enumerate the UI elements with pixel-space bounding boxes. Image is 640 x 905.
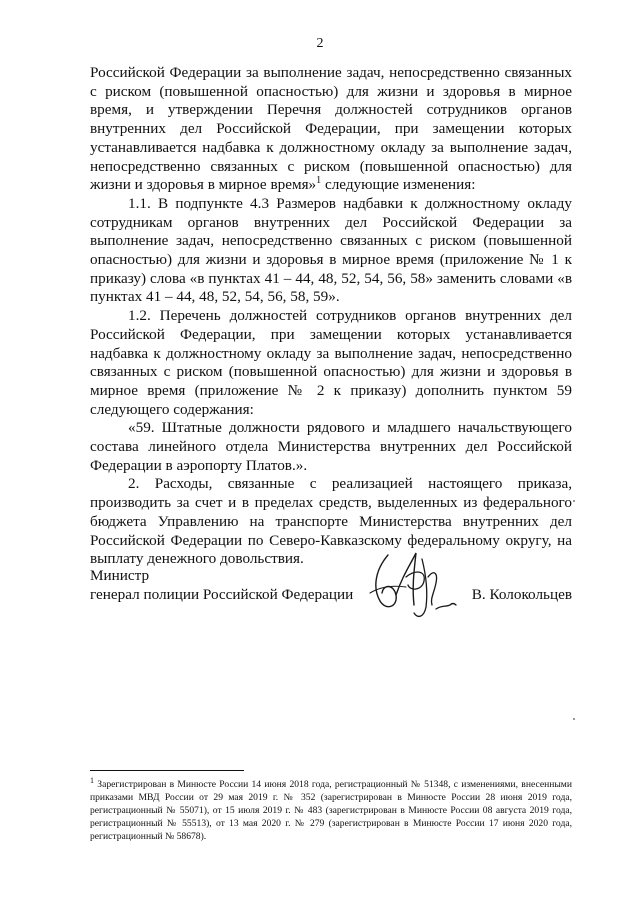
scan-speck: [573, 718, 575, 720]
signature-block: [90, 567, 572, 627]
signatory-name: В. Колокольцев: [471, 585, 572, 603]
footnote-mark: 1: [90, 775, 94, 785]
footnote-text: Зарегистрирован в Минюсте России 14 июня 2018 года, регистрационный № 51348, с изменениями, внесенными приказами МВД России от 29 мая 2019 г. № 352 (зарегистрирован в Минюсте России 28 июня 2019 года, регистрационный № 55071), от 15 июля 2019 г. № 483 (зарегистрирован в Минюсте России 08 августа 2019 года, регистрационный № 55513), от 13 мая 2020 г. № 279 (зарегистрирован в Минюсте России 17 июня 2020 года, регистрационный № 58678).: [90, 779, 572, 842]
handwritten-signature: [366, 547, 476, 625]
intro-text: Российской Федерации за выполнение задач, непосредственно связанных с риском (повышенной опасностью) для жизни и здоровья в мирное время, и утверждении Перечня должностей сотрудников органов внутренних дел Российской Федерации, при замещении которых устанавливается надбавка к должностному окладу за выполнение задач, непосредственно связанных с риском (повышенной опасностью) для жизни и здоровья в мирное время»: [90, 64, 572, 194]
intro-tail: следующие изменения:: [321, 176, 476, 194]
document-body: [90, 64, 572, 569]
paragraph-item-59: «59. Штатные должности рядового и младшего начальствующего состава линейного отдела Министерства внутренних дел Российской Федерации в аэропорту Платов.».: [90, 419, 572, 474]
footnote-reference: 1: [316, 175, 322, 187]
signatory-title-line-1: Министр: [90, 567, 150, 584]
paragraph-1-1: 1.1. В подпункте 4.3 Размеров надбавки к должностному окладу сотрудникам органов внутренних дел Российской Федерации за выполнение задач, непосредственно связанных с риском (повышенной опасностью) для жизни и здоровья в мирное время (приложение № 1 к приказу) слова «в пунктах 41 – 44, 48, 52, 54, 56, 58» заменить словами «в пунктах 41 – 44, 48, 52, 54, 56, 58, 59».: [90, 194, 572, 306]
scan-speck: [573, 500, 575, 502]
footnote-separator: [90, 770, 244, 771]
signatory-title-line-2: генерал полиции Российской Федерации: [90, 585, 354, 603]
page-number: 2: [316, 36, 324, 51]
footnote: [90, 775, 572, 843]
signatory-title: [90, 567, 353, 604]
paragraph-1-2: 1.2. Перечень должностей сотрудников органов внутренних дел Российской Федерации, при замещении которых устанавливается надбавка к должностному окладу за выполнение задач, непосредственно связанных с риском (повышенной опасностью) для жизни и здоровья в мирное время (приложение № 2 к приказу) дополнить пунктом 59 следующего содержания:: [90, 307, 572, 418]
paragraph-2: 2. Расходы, связанные с реализацией настоящего приказа, производить за счет и в пределах средств, выделенных из федерального бюджета Управлению на транспорте Министерства внутренних дел Российской Федерации по Северо-Кавказскому федеральному округу, на выплату денежного довольствия.: [90, 475, 572, 568]
intro-paragraph: [90, 64, 572, 195]
